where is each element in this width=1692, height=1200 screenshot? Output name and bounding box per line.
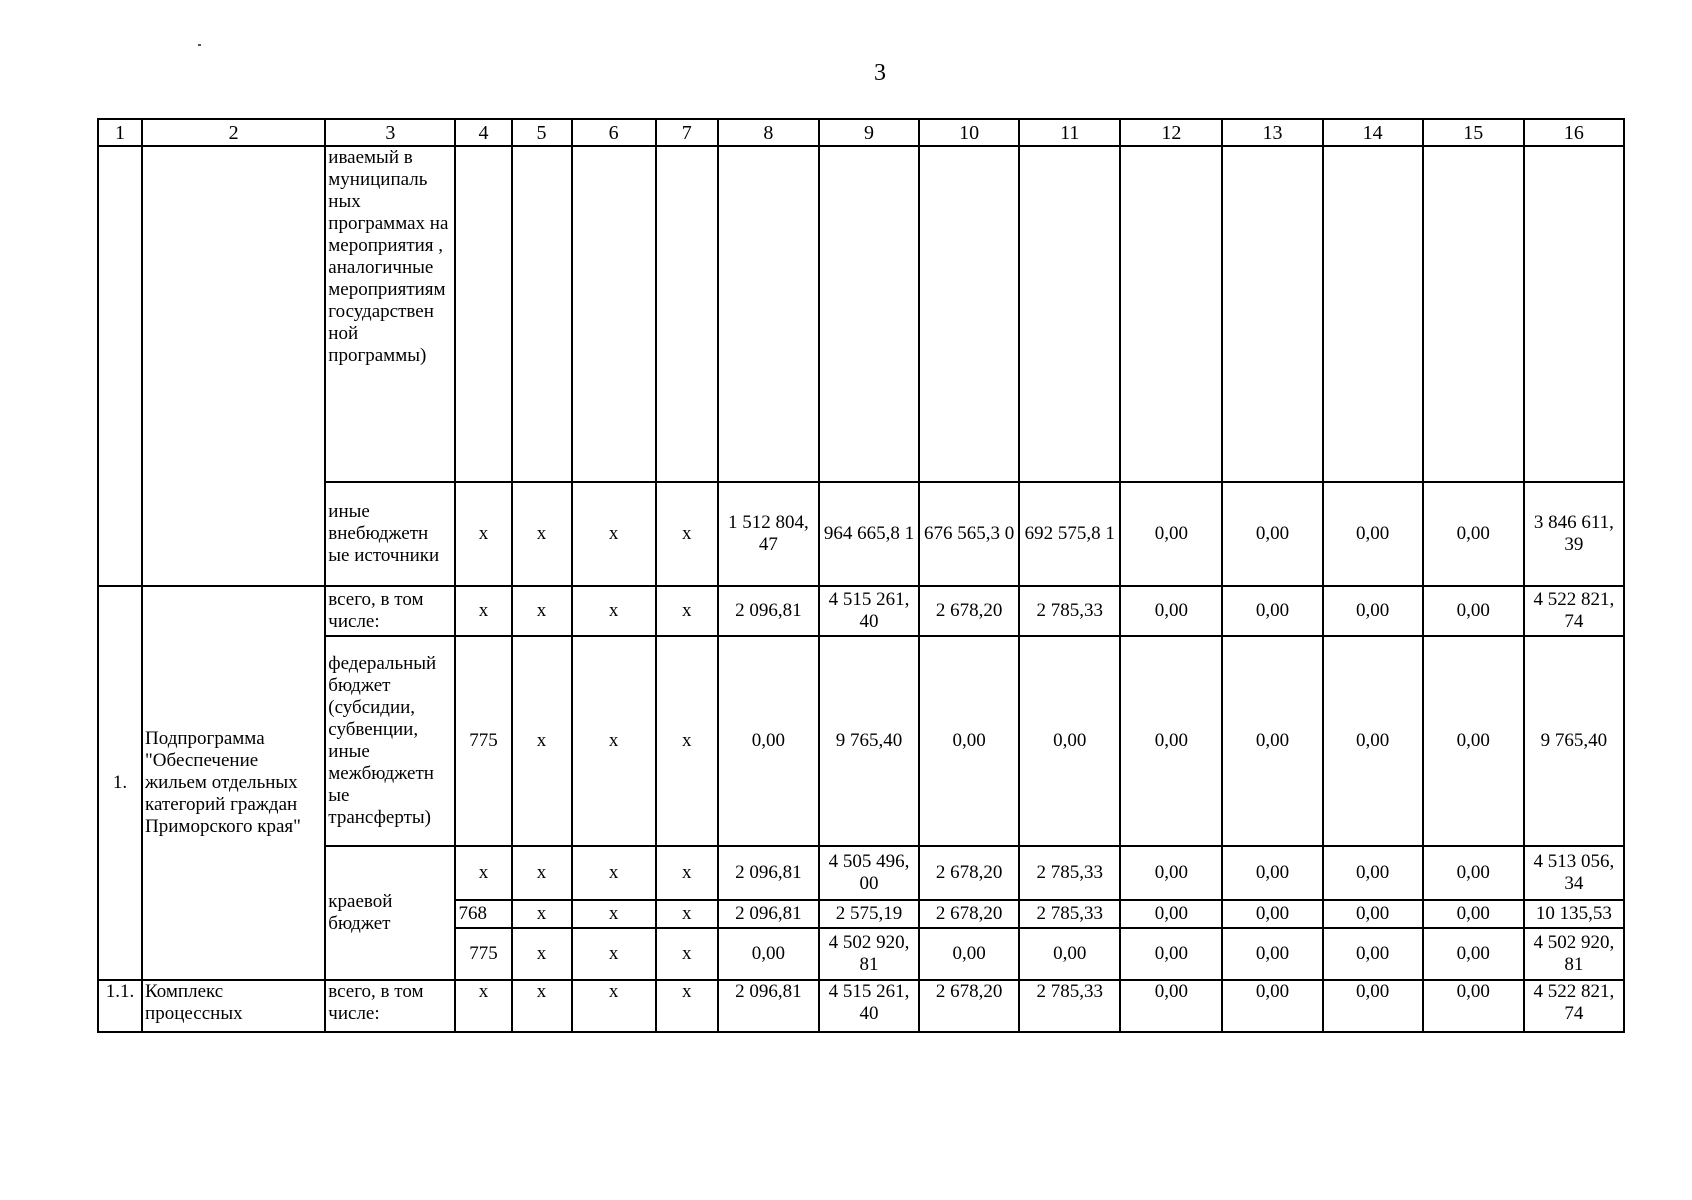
table-row-federal xyxy=(98,636,1624,846)
cell: 4 522 821, 74 xyxy=(1524,980,1624,1032)
cell-empty xyxy=(142,146,325,586)
cell: 0,00 xyxy=(1323,928,1423,980)
cell: 2 785,33 xyxy=(1019,586,1120,636)
cell: 0,00 xyxy=(1120,586,1222,636)
column-number: 8 xyxy=(718,119,819,146)
page-number: 3 xyxy=(874,60,886,86)
cell: 0,00 xyxy=(1423,928,1524,980)
cell: 10 135,53 xyxy=(1524,900,1624,928)
cell: 3 846 611, 39 xyxy=(1524,482,1624,586)
cell: x xyxy=(656,636,718,846)
cell: 0,00 xyxy=(1423,482,1524,586)
cell: 0,00 xyxy=(1120,636,1222,846)
cell: 0,00 xyxy=(1120,846,1222,900)
cell: 768 xyxy=(455,900,511,928)
cell: 0,00 xyxy=(1222,900,1322,928)
cell: 0,00 xyxy=(1222,846,1322,900)
cell: 0,00 xyxy=(1423,980,1524,1032)
cell: 2 785,33 xyxy=(1019,900,1120,928)
table-row-other-sources xyxy=(98,482,1624,586)
cell: 0,00 xyxy=(919,928,1019,980)
source-label: краевой бюджет xyxy=(325,846,455,980)
column-number: 10 xyxy=(919,119,1019,146)
cell: 775 xyxy=(455,636,511,846)
column-number: 13 xyxy=(1222,119,1322,146)
cell: 2 096,81 xyxy=(718,846,819,900)
cell: 0,00 xyxy=(1222,586,1322,636)
complex-name: Комплекс процессных xyxy=(142,980,325,1032)
cell: 9 765,40 xyxy=(1524,636,1624,846)
cell: 0,00 xyxy=(1120,482,1222,586)
cell: 964 665,8 1 xyxy=(819,482,919,586)
cell: 0,00 xyxy=(1323,636,1423,846)
budget-table xyxy=(97,118,1625,1033)
cell: x xyxy=(572,482,656,586)
cell: 4 502 920, 81 xyxy=(819,928,919,980)
cell: 0,00 xyxy=(1120,900,1222,928)
cell: 775 xyxy=(455,928,511,980)
cell: 4 515 261, 40 xyxy=(819,980,919,1032)
cell-empty xyxy=(98,146,142,586)
source-label: иные внебюджетн ые источники xyxy=(325,482,455,586)
cell: 0,00 xyxy=(1019,928,1120,980)
cell: 0,00 xyxy=(1323,900,1423,928)
cell: x xyxy=(512,928,572,980)
column-number: 9 xyxy=(819,119,919,146)
table-row-subprogram-total xyxy=(98,586,1624,636)
cell: 2 575,19 xyxy=(819,900,919,928)
column-number: 6 xyxy=(572,119,656,146)
cell: 2 678,20 xyxy=(919,980,1019,1032)
column-number: 12 xyxy=(1120,119,1222,146)
cell: 0,00 xyxy=(1120,928,1222,980)
cell: 2 096,81 xyxy=(718,900,819,928)
cell: 4 513 056, 34 xyxy=(1524,846,1624,900)
cell: 2 678,20 xyxy=(919,846,1019,900)
table-row-continued xyxy=(98,146,1624,482)
cell: 0,00 xyxy=(1323,980,1423,1032)
cell: 0,00 xyxy=(1423,846,1524,900)
source-label: федеральный бюджет (субсидии, субвенции, иные межбюджетн ые трансферты) xyxy=(325,636,455,846)
row-number: 1. xyxy=(98,586,142,980)
cell: x xyxy=(455,980,511,1032)
source-label: всего, в том числе: xyxy=(325,586,455,636)
cell: 0,00 xyxy=(718,928,819,980)
cell: 676 565,3 0 xyxy=(919,482,1019,586)
cell: x xyxy=(572,636,656,846)
cell: x xyxy=(656,980,718,1032)
cell: x xyxy=(512,586,572,636)
cell: x xyxy=(572,980,656,1032)
cell: x xyxy=(512,846,572,900)
subprogram-name: Подпрограмма "Обеспечение жильем отдельных категорий граждан Приморского края" xyxy=(142,586,325,980)
cell: 0,00 xyxy=(1222,980,1322,1032)
cell: 0,00 xyxy=(1423,636,1524,846)
cell: 2 678,20 xyxy=(919,586,1019,636)
cell: 692 575,8 1 xyxy=(1019,482,1120,586)
cell: 4 505 496, 00 xyxy=(819,846,919,900)
column-number: 3 xyxy=(325,119,455,146)
cell: x xyxy=(572,846,656,900)
scan-speck xyxy=(198,44,201,46)
cell: x xyxy=(656,928,718,980)
column-number: 2 xyxy=(142,119,325,146)
column-number: 16 xyxy=(1524,119,1624,146)
cell: x xyxy=(656,846,718,900)
cell: 4 522 821, 74 xyxy=(1524,586,1624,636)
cell: x xyxy=(455,482,511,586)
cell: 0,00 xyxy=(919,636,1019,846)
cell: 9 765,40 xyxy=(819,636,919,846)
cell: 0,00 xyxy=(1423,586,1524,636)
column-number: 11 xyxy=(1019,119,1120,146)
cell: 0,00 xyxy=(1120,980,1222,1032)
cell: x xyxy=(572,928,656,980)
cell: 0,00 xyxy=(1323,846,1423,900)
source-label-continued: иваемый в муниципаль ных программах на мероприятия , аналогичные мероприятиям государствен ной программы) xyxy=(325,146,455,482)
cell: x xyxy=(572,900,656,928)
cell: x xyxy=(512,980,572,1032)
cell: x xyxy=(572,586,656,636)
column-number-row xyxy=(98,119,1624,146)
cell: 2 785,33 xyxy=(1019,980,1120,1032)
column-number: 7 xyxy=(656,119,718,146)
cell: 2 678,20 xyxy=(919,900,1019,928)
cell: x xyxy=(656,482,718,586)
cell: x xyxy=(455,586,511,636)
row-number: 1.1. xyxy=(98,980,142,1032)
cell: 0,00 xyxy=(1323,482,1423,586)
cell: x xyxy=(512,636,572,846)
cell: 0,00 xyxy=(1222,482,1322,586)
cell: 0,00 xyxy=(1423,900,1524,928)
cell: 0,00 xyxy=(1019,636,1120,846)
table-row-regional-total xyxy=(98,846,1624,900)
column-number: 14 xyxy=(1323,119,1423,146)
column-number: 1 xyxy=(98,119,142,146)
table-row-complex xyxy=(98,980,1624,1032)
cell: 0,00 xyxy=(718,636,819,846)
column-number: 5 xyxy=(512,119,572,146)
cell: x xyxy=(512,900,572,928)
cell: x xyxy=(656,900,718,928)
cell: 2 096,81 xyxy=(718,586,819,636)
cell: x xyxy=(455,846,511,900)
cell: 4 502 920, 81 xyxy=(1524,928,1624,980)
cell: 2 096,81 xyxy=(718,980,819,1032)
cell: 2 785,33 xyxy=(1019,846,1120,900)
cell: 4 515 261, 40 xyxy=(819,586,919,636)
cell: 0,00 xyxy=(1222,636,1322,846)
column-number: 4 xyxy=(455,119,511,146)
source-label: всего, в том числе: xyxy=(325,980,455,1032)
cell: x xyxy=(512,482,572,586)
cell: 1 512 804, 47 xyxy=(718,482,819,586)
column-number: 15 xyxy=(1423,119,1524,146)
cell: 0,00 xyxy=(1222,928,1322,980)
cell: x xyxy=(656,586,718,636)
cell: 0,00 xyxy=(1323,586,1423,636)
